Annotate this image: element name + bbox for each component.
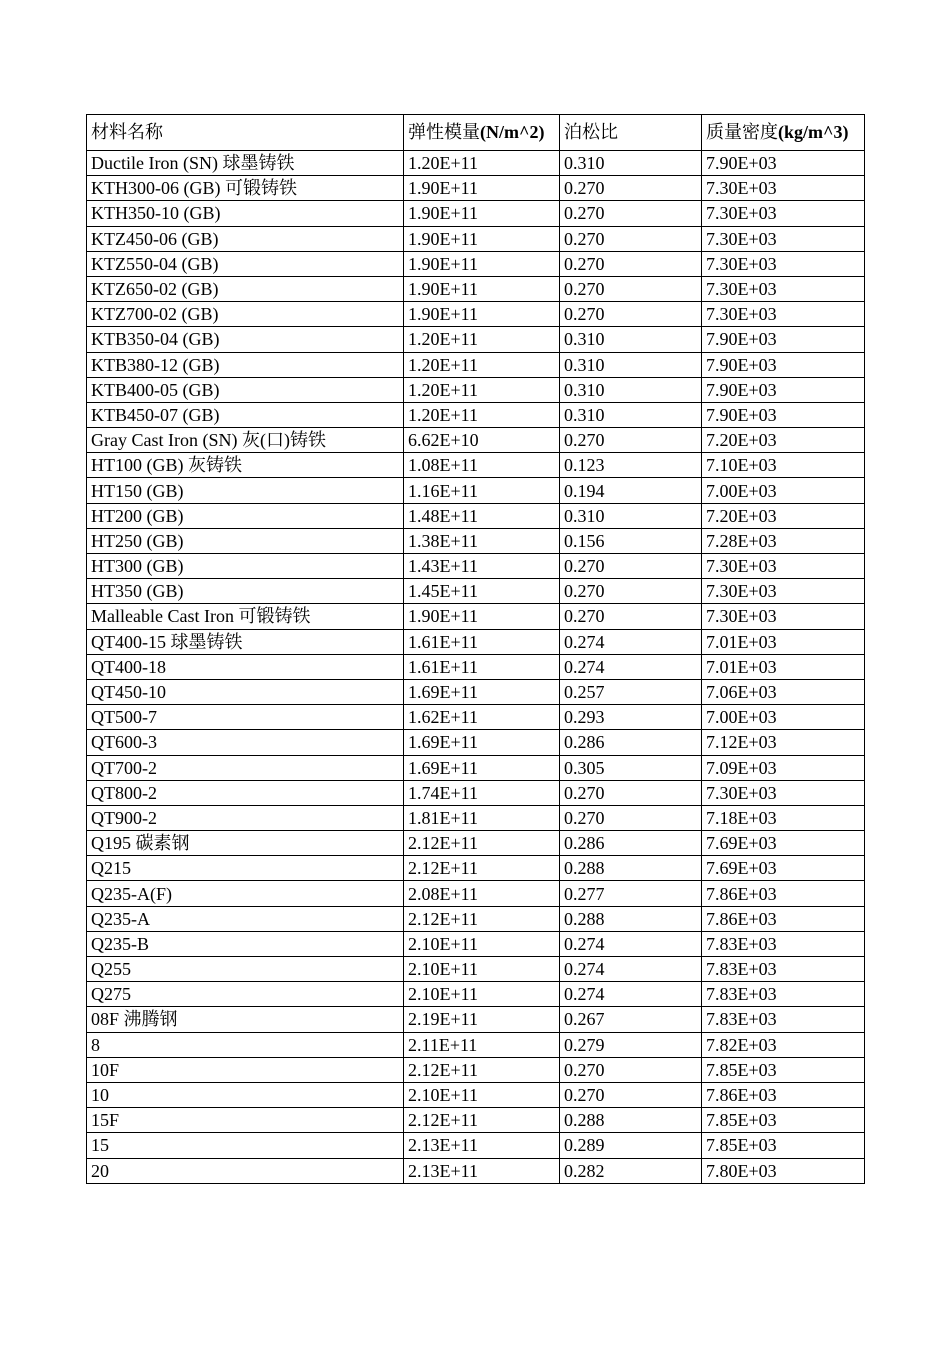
table-row bbox=[87, 629, 865, 654]
cell-elastic-modulus: 1.90E+11 bbox=[404, 226, 560, 251]
cell-elastic-modulus: 1.08E+11 bbox=[404, 453, 560, 478]
cell-poisson-ratio: 0.277 bbox=[560, 881, 702, 906]
cell-poisson-ratio: 0.310 bbox=[560, 151, 702, 176]
cell-mass-density: 7.30E+03 bbox=[702, 579, 865, 604]
cell-material-name: Malleable Cast Iron 可锻铸铁 bbox=[87, 604, 404, 629]
cell-poisson-ratio: 0.156 bbox=[560, 528, 702, 553]
cell-material-name: Gray Cast Iron (SN) 灰(口)铸铁 bbox=[87, 428, 404, 453]
table-row bbox=[87, 805, 865, 830]
cell-elastic-modulus: 2.12E+11 bbox=[404, 856, 560, 881]
cell-material-name: QT400-18 bbox=[87, 654, 404, 679]
cell-poisson-ratio: 0.282 bbox=[560, 1158, 702, 1183]
cell-poisson-ratio: 0.310 bbox=[560, 377, 702, 402]
cell-elastic-modulus: 1.43E+11 bbox=[404, 554, 560, 579]
cell-elastic-modulus: 1.69E+11 bbox=[404, 679, 560, 704]
cell-mass-density: 7.85E+03 bbox=[702, 1057, 865, 1082]
cell-mass-density: 7.90E+03 bbox=[702, 352, 865, 377]
cell-poisson-ratio: 0.288 bbox=[560, 906, 702, 931]
table-row bbox=[87, 453, 865, 478]
cell-elastic-modulus: 2.10E+11 bbox=[404, 1082, 560, 1107]
cell-mass-density: 7.90E+03 bbox=[702, 327, 865, 352]
header-row bbox=[87, 115, 865, 151]
cell-elastic-modulus: 2.10E+11 bbox=[404, 982, 560, 1007]
cell-poisson-ratio: 0.270 bbox=[560, 805, 702, 830]
table-row bbox=[87, 856, 865, 881]
header-elastic-modulus bbox=[404, 115, 560, 151]
table-body bbox=[87, 151, 865, 1184]
table-row bbox=[87, 302, 865, 327]
cell-mass-density: 7.00E+03 bbox=[702, 705, 865, 730]
cell-mass-density: 7.01E+03 bbox=[702, 629, 865, 654]
cell-elastic-modulus: 2.13E+11 bbox=[404, 1158, 560, 1183]
cell-material-name: 8 bbox=[87, 1032, 404, 1057]
table-row bbox=[87, 931, 865, 956]
cell-poisson-ratio: 0.267 bbox=[560, 1007, 702, 1032]
table-row bbox=[87, 1057, 865, 1082]
cell-poisson-ratio: 0.194 bbox=[560, 478, 702, 503]
cell-mass-density: 7.86E+03 bbox=[702, 906, 865, 931]
table-row bbox=[87, 428, 865, 453]
table-row bbox=[87, 251, 865, 276]
cell-elastic-modulus: 2.12E+11 bbox=[404, 906, 560, 931]
cell-mass-density: 7.30E+03 bbox=[702, 251, 865, 276]
cell-elastic-modulus: 1.69E+11 bbox=[404, 755, 560, 780]
cell-material-name: Q195 碳素钢 bbox=[87, 831, 404, 856]
header-label: 质量密度 bbox=[706, 122, 778, 142]
cell-material-name: Q255 bbox=[87, 957, 404, 982]
cell-material-name: KTB450-07 (GB) bbox=[87, 402, 404, 427]
cell-material-name: KTB380-12 (GB) bbox=[87, 352, 404, 377]
table-row bbox=[87, 1108, 865, 1133]
cell-material-name: Q235-A(F) bbox=[87, 881, 404, 906]
cell-mass-density: 7.10E+03 bbox=[702, 453, 865, 478]
cell-elastic-modulus: 2.12E+11 bbox=[404, 831, 560, 856]
cell-elastic-modulus: 1.20E+11 bbox=[404, 151, 560, 176]
cell-poisson-ratio: 0.274 bbox=[560, 982, 702, 1007]
cell-poisson-ratio: 0.289 bbox=[560, 1133, 702, 1158]
cell-material-name: HT350 (GB) bbox=[87, 579, 404, 604]
cell-material-name: KTZ650-02 (GB) bbox=[87, 276, 404, 301]
cell-elastic-modulus: 2.10E+11 bbox=[404, 957, 560, 982]
cell-mass-density: 7.30E+03 bbox=[702, 554, 865, 579]
cell-poisson-ratio: 0.270 bbox=[560, 428, 702, 453]
cell-elastic-modulus: 2.13E+11 bbox=[404, 1133, 560, 1158]
cell-poisson-ratio: 0.286 bbox=[560, 831, 702, 856]
table-row bbox=[87, 705, 865, 730]
cell-poisson-ratio: 0.270 bbox=[560, 226, 702, 251]
cell-elastic-modulus: 1.90E+11 bbox=[404, 176, 560, 201]
cell-material-name: 15 bbox=[87, 1133, 404, 1158]
cell-material-name: QT900-2 bbox=[87, 805, 404, 830]
header-label: 材料名称 bbox=[91, 122, 163, 142]
cell-material-name: KTZ700-02 (GB) bbox=[87, 302, 404, 327]
cell-elastic-modulus: 1.20E+11 bbox=[404, 352, 560, 377]
cell-material-name: Q275 bbox=[87, 982, 404, 1007]
table-row bbox=[87, 528, 865, 553]
cell-material-name: QT400-15 球墨铸铁 bbox=[87, 629, 404, 654]
cell-poisson-ratio: 0.286 bbox=[560, 730, 702, 755]
header-unit: (N/m^2) bbox=[480, 122, 545, 142]
cell-elastic-modulus: 1.45E+11 bbox=[404, 579, 560, 604]
cell-poisson-ratio: 0.270 bbox=[560, 554, 702, 579]
table-row bbox=[87, 176, 865, 201]
cell-elastic-modulus: 1.90E+11 bbox=[404, 251, 560, 276]
cell-mass-density: 7.30E+03 bbox=[702, 201, 865, 226]
table-row bbox=[87, 503, 865, 528]
cell-elastic-modulus: 2.10E+11 bbox=[404, 931, 560, 956]
header-poisson-ratio bbox=[560, 115, 702, 151]
cell-material-name: HT250 (GB) bbox=[87, 528, 404, 553]
cell-material-name: 20 bbox=[87, 1158, 404, 1183]
cell-elastic-modulus: 2.12E+11 bbox=[404, 1108, 560, 1133]
cell-material-name: KTH300-06 (GB) 可锻铸铁 bbox=[87, 176, 404, 201]
table-row bbox=[87, 1082, 865, 1107]
cell-material-name: Q215 bbox=[87, 856, 404, 881]
table-row bbox=[87, 327, 865, 352]
cell-poisson-ratio: 0.270 bbox=[560, 201, 702, 226]
cell-elastic-modulus: 2.12E+11 bbox=[404, 1057, 560, 1082]
cell-poisson-ratio: 0.310 bbox=[560, 352, 702, 377]
table-row bbox=[87, 402, 865, 427]
table-row bbox=[87, 730, 865, 755]
cell-mass-density: 7.69E+03 bbox=[702, 856, 865, 881]
cell-material-name: 15F bbox=[87, 1108, 404, 1133]
cell-material-name: HT300 (GB) bbox=[87, 554, 404, 579]
cell-mass-density: 7.90E+03 bbox=[702, 151, 865, 176]
cell-mass-density: 7.30E+03 bbox=[702, 780, 865, 805]
cell-poisson-ratio: 0.270 bbox=[560, 176, 702, 201]
cell-elastic-modulus: 1.69E+11 bbox=[404, 730, 560, 755]
table-row bbox=[87, 881, 865, 906]
cell-material-name: Ductile Iron (SN) 球墨铸铁 bbox=[87, 151, 404, 176]
cell-material-name: QT600-3 bbox=[87, 730, 404, 755]
cell-elastic-modulus: 1.90E+11 bbox=[404, 302, 560, 327]
cell-mass-density: 7.30E+03 bbox=[702, 176, 865, 201]
cell-mass-density: 7.90E+03 bbox=[702, 377, 865, 402]
table-row bbox=[87, 780, 865, 805]
cell-material-name: KTB350-04 (GB) bbox=[87, 327, 404, 352]
cell-material-name: Q235-A bbox=[87, 906, 404, 931]
cell-mass-density: 7.20E+03 bbox=[702, 503, 865, 528]
cell-poisson-ratio: 0.270 bbox=[560, 276, 702, 301]
table-row bbox=[87, 679, 865, 704]
cell-poisson-ratio: 0.310 bbox=[560, 327, 702, 352]
header-unit: (kg/m^3) bbox=[778, 122, 849, 142]
cell-mass-density: 7.01E+03 bbox=[702, 654, 865, 679]
cell-poisson-ratio: 0.274 bbox=[560, 629, 702, 654]
cell-poisson-ratio: 0.270 bbox=[560, 604, 702, 629]
cell-poisson-ratio: 0.310 bbox=[560, 402, 702, 427]
table-row bbox=[87, 831, 865, 856]
table-row bbox=[87, 1007, 865, 1032]
table-row bbox=[87, 226, 865, 251]
cell-elastic-modulus: 1.20E+11 bbox=[404, 377, 560, 402]
cell-poisson-ratio: 0.310 bbox=[560, 503, 702, 528]
cell-elastic-modulus: 2.19E+11 bbox=[404, 1007, 560, 1032]
cell-elastic-modulus: 1.38E+11 bbox=[404, 528, 560, 553]
cell-material-name: 08F 沸腾钢 bbox=[87, 1007, 404, 1032]
cell-elastic-modulus: 2.08E+11 bbox=[404, 881, 560, 906]
cell-material-name: QT800-2 bbox=[87, 780, 404, 805]
cell-mass-density: 7.83E+03 bbox=[702, 931, 865, 956]
cell-material-name: QT700-2 bbox=[87, 755, 404, 780]
cell-material-name: Q235-B bbox=[87, 931, 404, 956]
cell-mass-density: 7.83E+03 bbox=[702, 957, 865, 982]
cell-material-name: KTZ550-04 (GB) bbox=[87, 251, 404, 276]
cell-mass-density: 7.12E+03 bbox=[702, 730, 865, 755]
table-row bbox=[87, 151, 865, 176]
table-row bbox=[87, 201, 865, 226]
cell-elastic-modulus: 1.74E+11 bbox=[404, 780, 560, 805]
cell-material-name: QT500-7 bbox=[87, 705, 404, 730]
table-row bbox=[87, 579, 865, 604]
header-material-name bbox=[87, 115, 404, 151]
table-row bbox=[87, 1032, 865, 1057]
cell-mass-density: 7.06E+03 bbox=[702, 679, 865, 704]
header-label: 泊松比 bbox=[564, 122, 618, 142]
cell-poisson-ratio: 0.279 bbox=[560, 1032, 702, 1057]
cell-material-name: 10 bbox=[87, 1082, 404, 1107]
table-row bbox=[87, 755, 865, 780]
table-row bbox=[87, 377, 865, 402]
cell-mass-density: 7.30E+03 bbox=[702, 604, 865, 629]
cell-elastic-modulus: 1.90E+11 bbox=[404, 201, 560, 226]
cell-elastic-modulus: 1.61E+11 bbox=[404, 629, 560, 654]
cell-poisson-ratio: 0.270 bbox=[560, 1057, 702, 1082]
cell-material-name: KTB400-05 (GB) bbox=[87, 377, 404, 402]
cell-elastic-modulus: 1.90E+11 bbox=[404, 604, 560, 629]
table-row bbox=[87, 1133, 865, 1158]
cell-material-name: KTH350-10 (GB) bbox=[87, 201, 404, 226]
cell-mass-density: 7.83E+03 bbox=[702, 1007, 865, 1032]
cell-mass-density: 7.30E+03 bbox=[702, 226, 865, 251]
table-row bbox=[87, 276, 865, 301]
cell-poisson-ratio: 0.305 bbox=[560, 755, 702, 780]
table-row bbox=[87, 478, 865, 503]
cell-poisson-ratio: 0.274 bbox=[560, 654, 702, 679]
table-row bbox=[87, 352, 865, 377]
cell-elastic-modulus: 2.11E+11 bbox=[404, 1032, 560, 1057]
cell-material-name: HT200 (GB) bbox=[87, 503, 404, 528]
cell-mass-density: 7.09E+03 bbox=[702, 755, 865, 780]
cell-mass-density: 7.82E+03 bbox=[702, 1032, 865, 1057]
cell-mass-density: 7.86E+03 bbox=[702, 881, 865, 906]
cell-mass-density: 7.90E+03 bbox=[702, 402, 865, 427]
table-row bbox=[87, 906, 865, 931]
cell-poisson-ratio: 0.288 bbox=[560, 1108, 702, 1133]
cell-elastic-modulus: 1.16E+11 bbox=[404, 478, 560, 503]
cell-poisson-ratio: 0.123 bbox=[560, 453, 702, 478]
cell-elastic-modulus: 1.62E+11 bbox=[404, 705, 560, 730]
cell-mass-density: 7.83E+03 bbox=[702, 982, 865, 1007]
table-row bbox=[87, 604, 865, 629]
cell-elastic-modulus: 1.20E+11 bbox=[404, 327, 560, 352]
table-row bbox=[87, 554, 865, 579]
cell-elastic-modulus: 1.48E+11 bbox=[404, 503, 560, 528]
cell-mass-density: 7.30E+03 bbox=[702, 302, 865, 327]
cell-mass-density: 7.85E+03 bbox=[702, 1108, 865, 1133]
cell-mass-density: 7.85E+03 bbox=[702, 1133, 865, 1158]
cell-poisson-ratio: 0.288 bbox=[560, 856, 702, 881]
cell-material-name: HT150 (GB) bbox=[87, 478, 404, 503]
cell-material-name: KTZ450-06 (GB) bbox=[87, 226, 404, 251]
cell-poisson-ratio: 0.270 bbox=[560, 780, 702, 805]
cell-mass-density: 7.18E+03 bbox=[702, 805, 865, 830]
cell-poisson-ratio: 0.270 bbox=[560, 302, 702, 327]
table-row bbox=[87, 1158, 865, 1183]
cell-poisson-ratio: 0.274 bbox=[560, 931, 702, 956]
cell-mass-density: 7.00E+03 bbox=[702, 478, 865, 503]
cell-material-name: 10F bbox=[87, 1057, 404, 1082]
cell-mass-density: 7.28E+03 bbox=[702, 528, 865, 553]
cell-mass-density: 7.86E+03 bbox=[702, 1082, 865, 1107]
cell-elastic-modulus: 6.62E+10 bbox=[404, 428, 560, 453]
cell-elastic-modulus: 1.20E+11 bbox=[404, 402, 560, 427]
header-mass-density bbox=[702, 115, 865, 151]
table-row bbox=[87, 654, 865, 679]
cell-poisson-ratio: 0.270 bbox=[560, 579, 702, 604]
cell-elastic-modulus: 1.90E+11 bbox=[404, 276, 560, 301]
material-properties-table bbox=[86, 114, 865, 1184]
table-row bbox=[87, 957, 865, 982]
cell-mass-density: 7.80E+03 bbox=[702, 1158, 865, 1183]
cell-poisson-ratio: 0.293 bbox=[560, 705, 702, 730]
cell-poisson-ratio: 0.270 bbox=[560, 1082, 702, 1107]
cell-material-name: HT100 (GB) 灰铸铁 bbox=[87, 453, 404, 478]
cell-poisson-ratio: 0.274 bbox=[560, 957, 702, 982]
cell-poisson-ratio: 0.257 bbox=[560, 679, 702, 704]
cell-mass-density: 7.30E+03 bbox=[702, 276, 865, 301]
cell-elastic-modulus: 1.81E+11 bbox=[404, 805, 560, 830]
cell-poisson-ratio: 0.270 bbox=[560, 251, 702, 276]
cell-mass-density: 7.69E+03 bbox=[702, 831, 865, 856]
cell-mass-density: 7.20E+03 bbox=[702, 428, 865, 453]
header-label: 弹性模量 bbox=[408, 122, 480, 142]
cell-elastic-modulus: 1.61E+11 bbox=[404, 654, 560, 679]
cell-material-name: QT450-10 bbox=[87, 679, 404, 704]
table-row bbox=[87, 982, 865, 1007]
